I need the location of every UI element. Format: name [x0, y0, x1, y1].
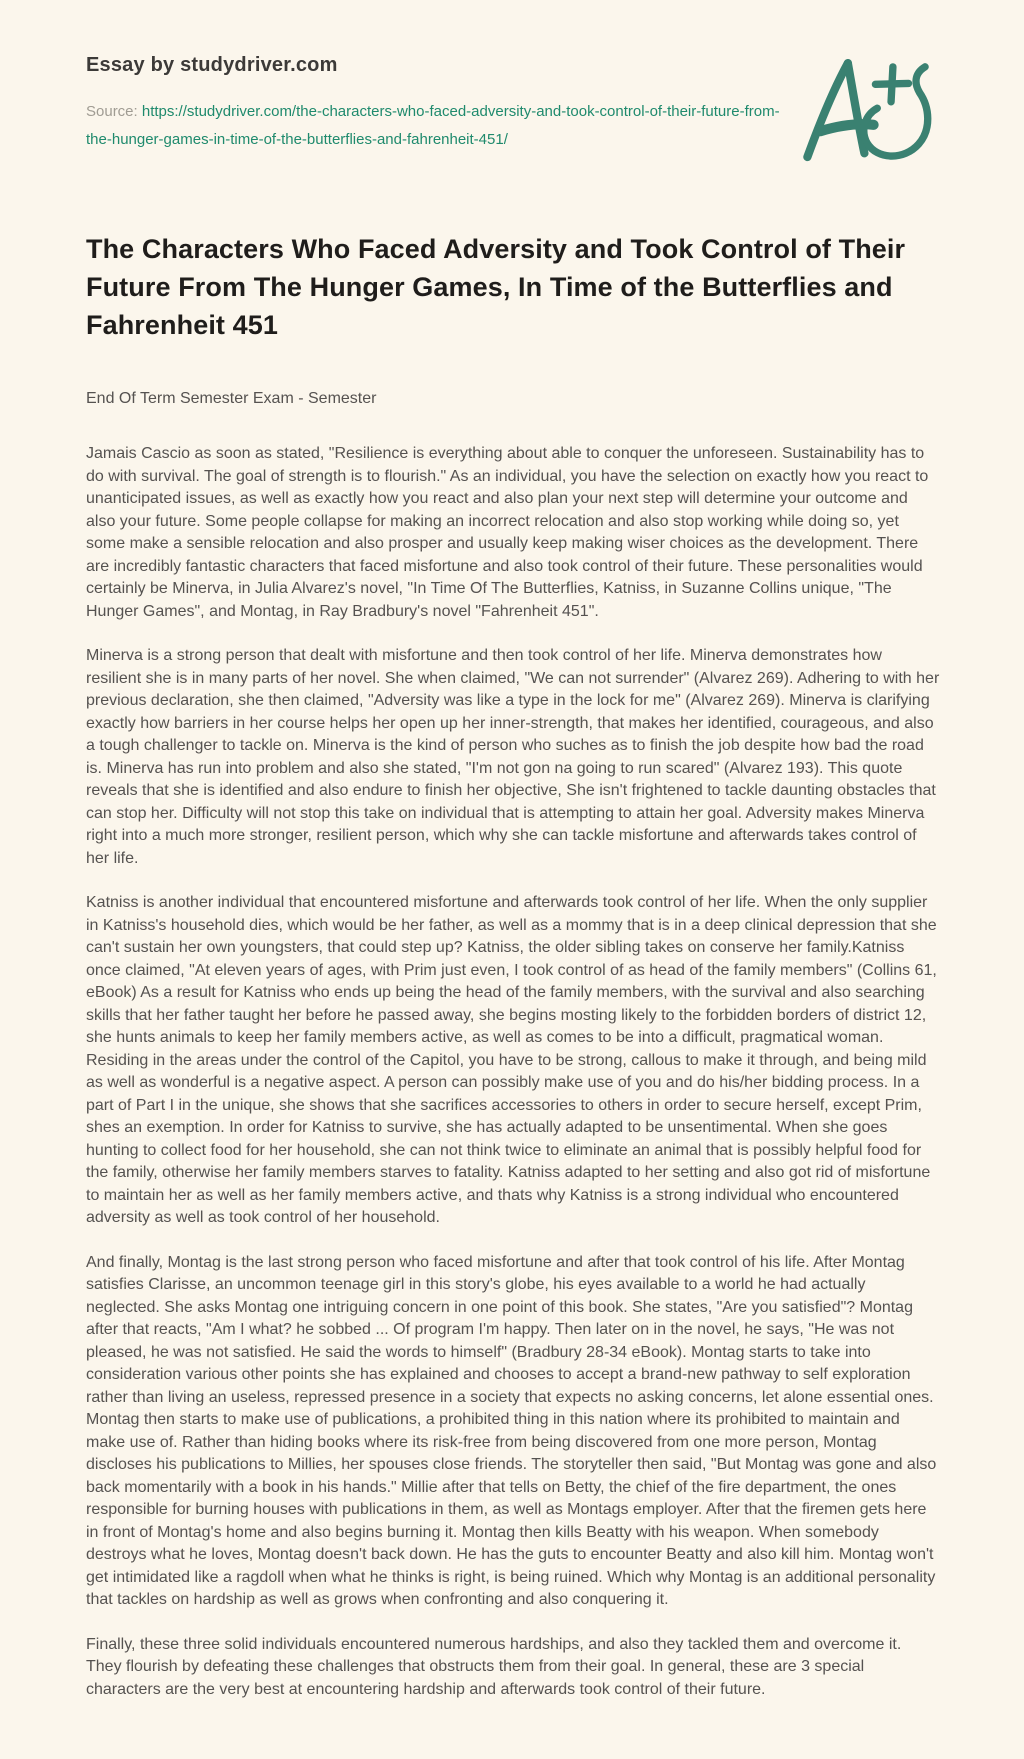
source-label: Source: — [86, 103, 138, 120]
essay-body — [86, 443, 940, 1701]
essay-paragraph: And finally, Montag is the last strong person who faced misfortune and after that took control of his life. After Montag satisfies Clarisse, an uncommon teenage girl in this story's globe, his eyes available to a world he had actually neglected. She asks Montag one intriguing concern in one point of this book. She states, "Are you satisfied"? Montag after that reacts, "Am I what? he sobbed ... Of program I'm happy. Then later on in the novel, he says, "He was not pleased, he was not satisfied. He said the words to himself" (Bradbury 28-34 eBook). Montag starts to take into consideration various other points she has explained and chooses to accept a brand-new pathway to self exploration rather than living an useless, repressed presence in a society that expects no asking concerns, let alone essential ones. Montag then starts to make use of publications, a prohibited thing in this nation where its prohibited to maintain and make use of. Rather than hiding books where its risk-free from being discovered from one more person, Montag discloses his publications to Millies, her spouses close friends. The storyteller then said, "But Montag was gone and also back momentarily with a book in his hands." Millie after that tells on Betty, the chief of the fire department, the ones responsible for burning houses with publications in them, as well as Montags employer. After that the firemen gets here in front of Montag's home and also begins burning it. Montag then kills Beatty with his weapon. When somebody destroys what he loves, Montag doesn't back down. He has the guts to encounter Beatty and also kill him. Montag won't get intimidated like a ragdoll when what he thinks is right, is being ruined. Which why Montag is an additional personality that tackles on hardship as well as grows when confronting and also conquering it. — [86, 1253, 937, 1608]
article-subtitle: End Of Term Semester Exam - Semester — [86, 390, 377, 407]
header-text-block — [86, 54, 786, 154]
page-header — [86, 54, 940, 168]
source-link[interactable]: https://studydriver.com/the-characters-who-faced-adversity-and-took-control-of-their-future-from-the-hunger-games-in-time-of-the-butterflies-and-fahrenheit-451/ — [86, 103, 780, 148]
essay-paragraph: Minerva is a strong person that dealt with misfortune and then took control of her life. Minerva demonstrates how resilient she is in many parts of her novel. She when claimed, "We can not surrender" (Alvarez 269). Adhering to with her previous declaration, she then claimed, "Adversity was like a type in the lock for me" (Alvarez 269). Minerva is clarifying exactly how barriers in her course helps her open up her inner-strength, that makes her identified, courageous, and also a tough challenger to tackle on. Minerva is the kind of person who suches as to finish the job despite how bad the road is. Minerva has run into problem and also she stated, "I'm not gon na going to run scared" (Alvarez 193). This quote reveals that she is identified and also endure to finish her objective, She isn't frightened to tackle daunting obstacles that can stop her. Difficulty will not stop this take on individual that is attempting to attain her goal. Adversity makes Minerva right into a much more stronger, resilient person, which why she can tackle misfortune and afterwards takes control of her life. — [86, 647, 940, 867]
essay-paragraph: Katniss is another individual that encountered misfortune and afterwards took control of her life. When the only supplier in Katniss's household dies, which would be her father, as well as a mommy that is in a deep clinical depression that she can't sustain her own youngsters, that could step up? Katniss, the older sibling takes on conserve her family.Katniss once claimed, "At eleven years of ages, with Prim just even, I took control of as head of the family members" (Collins 61, eBook) As a result for Katniss who ends up being the head of the family members, with the survival and also searching skills that her father taught her before he passed away, she begins mosting likely to the forbidden borders of district 12, she hunts animals to keep her family members active, as well as comes to be into a difficult, pragmatical woman. Residing in the areas under the control of the Capitol, you have to be strong, callous to make it through, and being mild as well as wonderful is a negative aspect. A person can possibly make use of you and do his/her bidding process. In a part of Part I in the unique, she shows that she sacrifices accessories to others in order to secure herself, except Prim, shes an exemption. In order for Katniss to survive, she has actually adapted to be unsentimental. When she goes hunting to collect food for her household, she can not think twice to eliminate an animal that is possibly helpful food for the family, otherwise her family members starves to fatality. Katniss adapted to her setting and also got rid of misfortune to maintain her as well as her family members active, and thats why Katniss is a strong individual who encountered adversity as well as took control of her household. — [86, 894, 937, 1226]
essay-paragraph: Jamais Cascio as soon as stated, "Resilience is everything about able to conquer the unforeseen. Sustainability has to do with survival. The goal of strength is to flourish." As an individual, you have the selection on exactly how you react to unanticipated issues, as well as exactly how you react and also plan your next step will determine your outcome and also your future. Some people collapse for making an incorrect relocation and also stop working while doing so, yet some make a sensible relocation and also prosper and usually keep making wiser choices as the development. There are incredibly fantastic characters that faced misfortune and also took control of their future. These personalities would certainly be Minerva, in Julia Alvarez's novel, "In Time Of The Butterflies, Katniss, in Suzanne Collins unique, "The Hunger Games", and Montag, in Ray Bradbury's novel "Fahrenheit 451". — [86, 445, 929, 620]
site-title: Essay by studydriver.com — [86, 54, 338, 76]
studydriver-logo-icon — [800, 54, 938, 168]
article-title: The Characters Who Faced Adversity and Took Control of Their Future From The Hunger Games, In Time of the Butterflies and Fahrenheit 451 — [86, 234, 906, 340]
source-line — [86, 98, 786, 154]
essay-paragraph: Finally, these three solid individuals encountered numerous hardships, and also they tackled them and overcome it. They flourish by defeating these challenges that obstructs them from their goal. In general, these are 3 special characters are the very best at encountering hardship and afterwards took control of their future. — [86, 1635, 902, 1698]
